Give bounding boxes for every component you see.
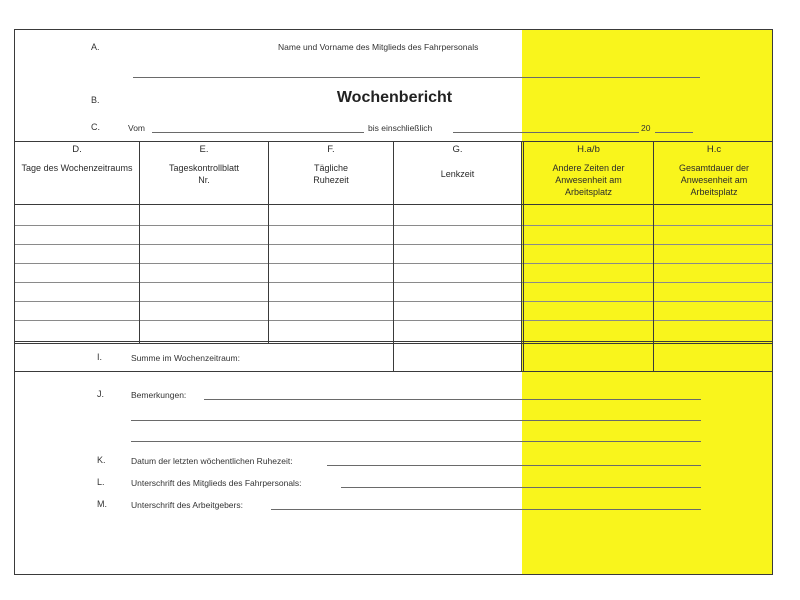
remarks-line-2[interactable] [131, 420, 701, 421]
section-c-letter: C. [91, 122, 100, 132]
until-date-line[interactable] [453, 132, 639, 133]
remarks-line-3[interactable] [131, 441, 701, 442]
section-j-letter: J. [97, 389, 105, 399]
summary-bottom-border [15, 371, 773, 372]
table-row[interactable] [15, 244, 773, 245]
remarks-label: Bemerkungen: [131, 390, 187, 400]
page-title: Wochenbericht [336, 89, 453, 106]
year-line[interactable] [655, 132, 693, 133]
header-bottom-border [15, 204, 773, 205]
table-row[interactable] [15, 263, 773, 264]
section-m-letter: M. [97, 499, 107, 509]
section-k-letter: K. [97, 455, 106, 465]
header-sheet-number: E. Tageskontrollblatt Nr. [168, 144, 240, 185]
header-driving-time: G. Lenkzeit [440, 144, 475, 179]
sum-label: Summe im Wochenzeitraum: [131, 353, 240, 363]
driver-signature-label: Unterschrift des Mitglieds des Fahrpersonals: [131, 478, 302, 488]
header-other-times: H.a/b Andere Zeiten der Anwesenheit am Arbeitsplatz [552, 144, 625, 197]
section-l-letter: L. [97, 477, 105, 487]
column-divider [521, 141, 522, 371]
table-row[interactable] [15, 225, 773, 226]
table-row[interactable] [15, 282, 773, 283]
from-date-line[interactable] [152, 132, 364, 133]
section-b-letter: B. [91, 95, 100, 105]
last-rest-date-label: Datum der letzten wöchentlichen Ruhezeit: [131, 456, 293, 466]
section-a-letter: A. [91, 42, 100, 52]
until-label: bis einschließlich [368, 123, 433, 133]
header-daily-rest: F. Tägliche Ruhezeit [313, 144, 349, 185]
highlight-column-area [522, 30, 773, 575]
weekly-report-form [14, 29, 773, 575]
section-i-letter: I. [97, 352, 103, 362]
table-bottom-border-2 [15, 343, 773, 344]
name-label: Name und Vorname des Mitglieds des Fahrpersonals [278, 42, 479, 52]
header-days: D. Tage des Wochenzeitraums [21, 144, 133, 173]
year-prefix-label: 20 [641, 123, 651, 133]
table-row[interactable] [15, 320, 773, 321]
table-bottom-border [15, 341, 773, 342]
remarks-line-1[interactable] [204, 399, 701, 400]
table-top-border [15, 141, 773, 142]
header-total-presence: H.c Gesamtdauer der Anwesenheit am Arbeitsplatz [678, 144, 750, 197]
driver-signature-line[interactable] [341, 487, 701, 488]
from-label: Vom [128, 123, 146, 133]
name-input-line[interactable] [133, 77, 700, 78]
last-rest-date-line[interactable] [327, 465, 701, 466]
employer-signature-line[interactable] [271, 509, 701, 510]
employer-signature-label: Unterschrift des Arbeitgebers: [131, 500, 243, 510]
table-row[interactable] [15, 301, 773, 302]
